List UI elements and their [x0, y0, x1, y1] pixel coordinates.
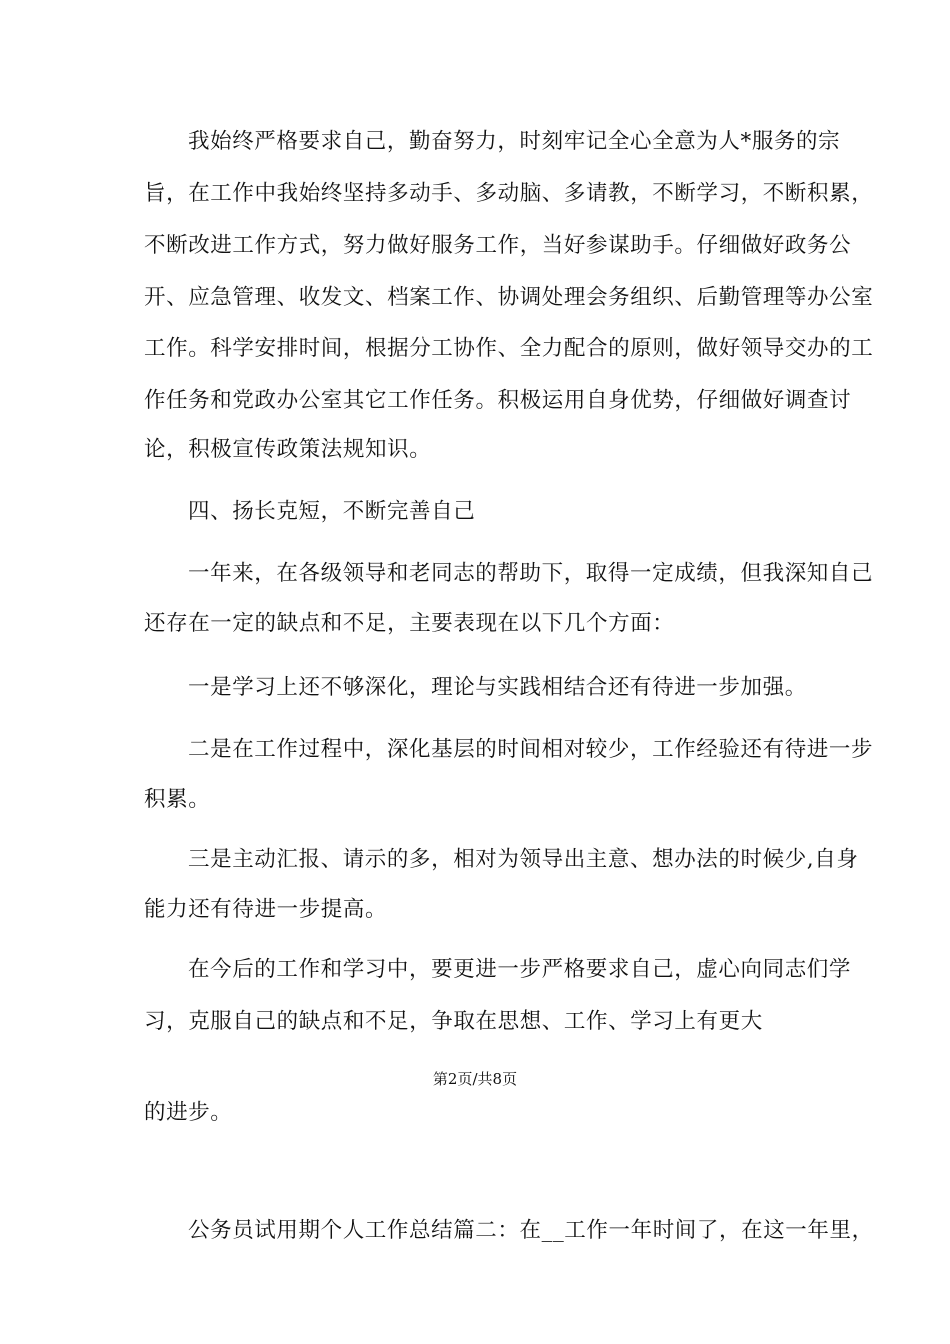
paragraph-2-line-2: 还存在一定的缺点和不足，主要表现在以下几个方面：	[144, 611, 675, 636]
paragraph-3-line-2: 习，克服自己的缺点和不足，争取在思想、工作、学习上有更大	[144, 1009, 763, 1034]
point-1: 一是学习上还不够深化，理论与实践相结合还有待进一步加强。	[188, 675, 807, 700]
paragraph-1-line-5: 工作。科学安排时间，根据分工协作、全力配合的原则，做好领导交办的工	[144, 336, 874, 361]
point-3-line-2: 能力还有待进一步提高。	[144, 897, 388, 922]
paragraph-2-line-1: 一年来，在各级领导和老同志的帮助下，取得一定成绩，但我深知自己	[188, 561, 874, 586]
paragraph-1-line-7: 论，积极宣传政策法规知识。	[144, 437, 432, 462]
next-section-line: 公务员试用期个人工作总结篇二：在__工作一年时间了，在这一年里，	[188, 1218, 874, 1243]
paragraph-1-line-3: 不断改进工作方式，努力做好服务工作，当好参谋助手。仔细做好政务公	[144, 233, 852, 258]
paragraph-1-line-1: 我始终严格要求自己，勤奋努力，时刻牢记全心全意为人*服务的宗	[188, 129, 841, 154]
point-3-line-1: 三是主动汇报、请示的多，相对为领导出主意、想办法的时候少,自身	[188, 847, 859, 872]
point-2-line-2: 积累。	[144, 787, 211, 812]
section-heading: 四、扬长克短，不断完善自己	[188, 499, 476, 524]
paragraph-3-line-1: 在今后的工作和学习中，要更进一步严格要求自己，虚心向同志们学	[188, 957, 852, 982]
page-footer: 第2页/共8页	[432, 1070, 518, 1088]
paragraph-1-line-4: 开、应急管理、收发文、档案工作、协调处理会务组织、后勤管理等办公室	[144, 285, 874, 310]
point-2-line-1: 二是在工作过程中，深化基层的时间相对较少，工作经验还有待进一步	[188, 737, 874, 762]
paragraph-1-line-6: 作任务和党政办公室其它工作任务。积极运用自身优势，仔细做好调查讨	[144, 388, 852, 413]
paragraph-1-line-2: 旨，在工作中我始终坚持多动手、多动脑、多请教，不断学习，不断积累，	[144, 181, 874, 206]
continuation-text: 的进步。	[144, 1100, 233, 1125]
